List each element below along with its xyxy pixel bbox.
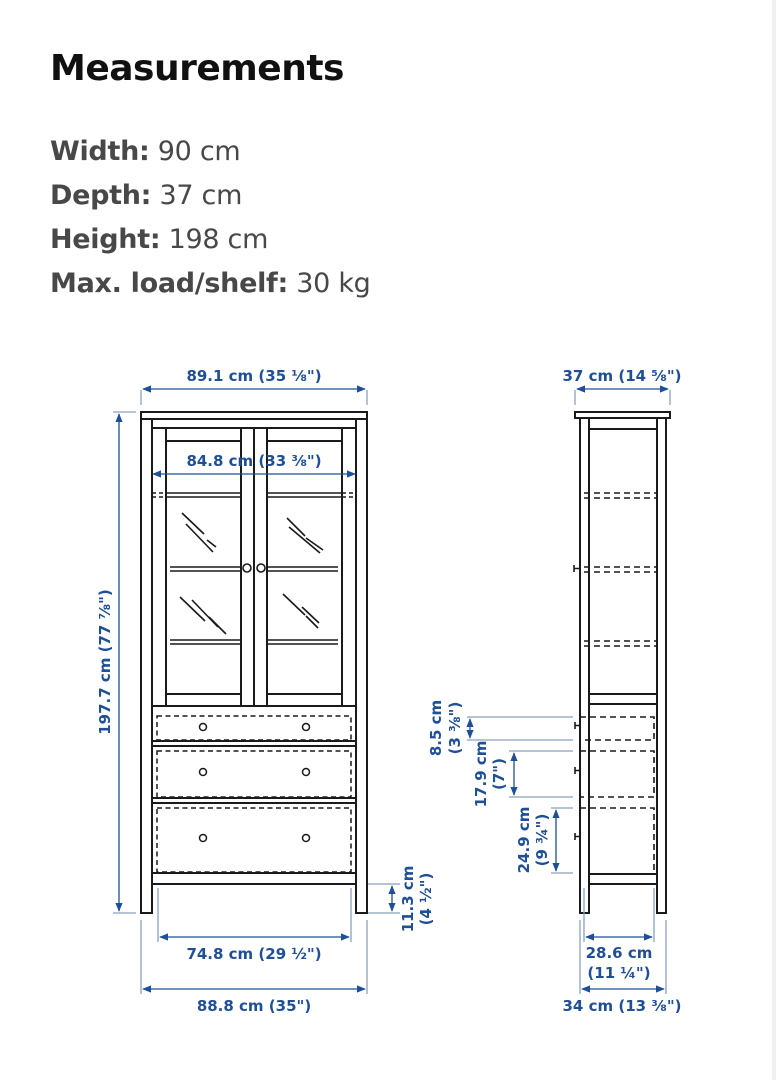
front-top-board bbox=[141, 412, 367, 419]
side-back-leg bbox=[657, 418, 666, 913]
door-knob-icon bbox=[257, 564, 265, 572]
leg-height-in-label: (4 ½") bbox=[417, 872, 435, 926]
side-depth-label: 37 cm (14 ⅝") bbox=[562, 367, 682, 385]
inner-depth-in-label: (11 ¼") bbox=[587, 964, 651, 982]
front-right-leg bbox=[356, 419, 367, 913]
side-bottom-depth-label: 34 cm (13 ⅜") bbox=[562, 997, 682, 1015]
inner-leg-width-label: 74.8 cm (29 ½") bbox=[186, 945, 322, 963]
drawer1-in-label: (3 ⅜") bbox=[446, 701, 464, 755]
drawer3-cm-label: 24.9 cm bbox=[515, 806, 533, 874]
drawer-2 bbox=[157, 751, 351, 797]
front-top-width-label: 89.1 cm (35 ⅛") bbox=[186, 367, 322, 385]
drawer3-in-label: (9 ¾") bbox=[533, 813, 551, 867]
drawer1-cm-label: 8.5 cm bbox=[427, 699, 445, 757]
scrollbar-track[interactable] bbox=[772, 0, 776, 1080]
front-bottom-width-label: 88.8 cm (35") bbox=[196, 997, 312, 1015]
front-inner-width-label: 84.8 cm (33 ⅜") bbox=[186, 452, 322, 470]
spec-value: 90 cm bbox=[157, 136, 241, 167]
drawer2-in-label: (7") bbox=[490, 758, 508, 790]
drawer-1 bbox=[157, 716, 351, 740]
spec-value: 37 cm bbox=[159, 180, 243, 211]
drawer2-cm-label: 17.9 cm bbox=[472, 740, 490, 808]
door-knob-icon bbox=[243, 564, 251, 572]
front-left-leg bbox=[141, 419, 152, 913]
page-title: Measurements bbox=[50, 48, 344, 89]
drawer-3 bbox=[157, 808, 351, 872]
spec-value: 198 cm bbox=[168, 224, 269, 255]
inner-depth-cm-label: 28.6 cm bbox=[585, 944, 653, 962]
front-view bbox=[141, 412, 367, 913]
spec-label: Max. load/shelf: bbox=[50, 268, 288, 299]
side-dimension-lines bbox=[467, 389, 670, 994]
spec-label: Width: bbox=[50, 136, 150, 167]
glass-reflection-icon bbox=[180, 513, 323, 634]
side-view bbox=[574, 412, 670, 913]
leg-height-cm-label: 11.3 cm bbox=[399, 865, 417, 933]
front-height-label: 197.7 cm (77 ⅞") bbox=[96, 589, 114, 735]
spec-label: Height: bbox=[50, 224, 161, 255]
spec-value: 30 kg bbox=[296, 268, 371, 299]
spec-label: Depth: bbox=[50, 180, 152, 211]
